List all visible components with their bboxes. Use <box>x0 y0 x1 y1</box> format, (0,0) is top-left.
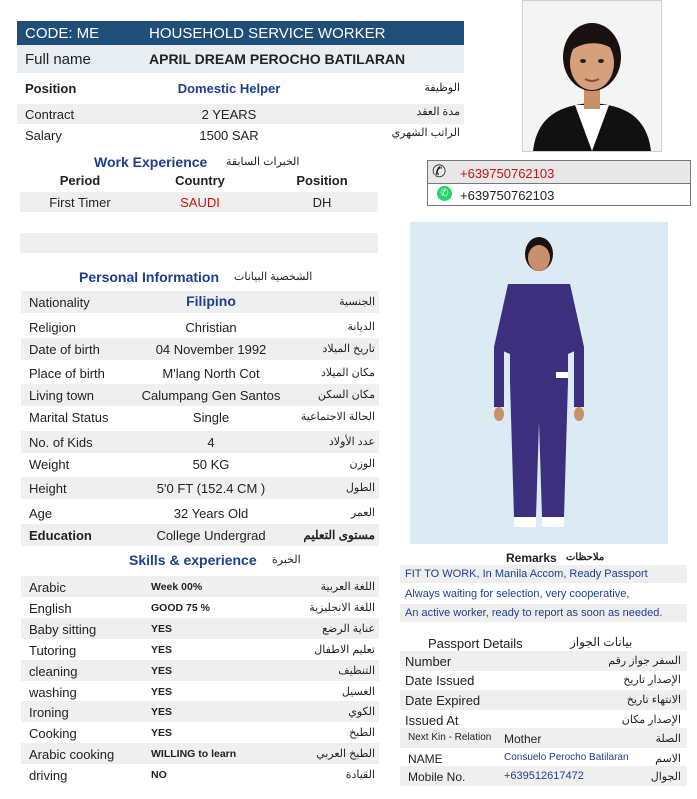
remarks-title: Remarks <box>506 551 557 565</box>
pi-value: 4 <box>207 435 215 450</box>
remarks-line-text: FIT TO WORK, In Manila Accom, Ready Passport <box>405 568 648 580</box>
country-value: SAUDI <box>180 195 220 210</box>
kin-name-label: NAME <box>408 752 443 766</box>
salary-arabic: الراتب الشهري <box>391 127 460 139</box>
skill-row-cleaning <box>21 660 379 681</box>
skill-label: Ironing <box>29 705 69 720</box>
skill-row-baby-sitting <box>21 618 379 639</box>
full-name-row <box>17 45 464 73</box>
pi-value: M'lang North Cot <box>162 366 260 381</box>
pi-label: Education <box>29 528 92 543</box>
pi-arabic: تاريخ الميلاد <box>322 343 375 355</box>
pi-arabic: الديانة <box>347 321 375 333</box>
skill-arabic: تعليم الاطفال <box>314 644 375 656</box>
next-kin-row <box>400 728 687 748</box>
skill-value: YES <box>151 727 173 739</box>
passport-row-arabic: الإصدار مكان <box>621 714 681 726</box>
pi-value: 32 Years Old <box>173 506 249 521</box>
salary-value: 1500 SAR <box>199 128 259 143</box>
country-header: Country <box>175 173 225 188</box>
pi-arabic: الوزن <box>349 458 375 470</box>
passport-row-date-issued <box>400 670 687 690</box>
pi-row-living-town <box>21 384 379 406</box>
skill-arabic: الطبخ العربي <box>316 748 375 760</box>
remarks-line-text: An active worker, ready to report as soon as needed. <box>405 607 663 619</box>
skill-arabic: القيادة <box>345 769 375 781</box>
skill-arabic: التنظيف <box>338 665 375 677</box>
skill-row-arabic-cooking <box>21 743 379 764</box>
passport-arabic: بيانات الجواز <box>570 635 633 649</box>
skill-arabic: عناية الرضع <box>322 623 375 635</box>
personal-info-title: Personal Information <box>79 269 220 285</box>
skill-arabic: الغسيل <box>341 686 375 698</box>
pi-arabic: عدد الأولاد <box>328 436 375 448</box>
contract-row <box>17 104 464 124</box>
whatsapp-contact <box>427 183 691 206</box>
kin-mobile-arabic: الجوال <box>650 771 681 783</box>
header-bar <box>17 21 464 45</box>
next-kin-arabic: الصلة <box>655 733 681 745</box>
pi-value: 5'0 FT (152.4 CM ) <box>156 481 266 496</box>
pi-value: College Undergrad <box>156 528 266 543</box>
pi-label: Marital Status <box>29 410 109 425</box>
period-value: First Timer <box>49 195 111 210</box>
skill-row-washing <box>21 681 379 702</box>
pi-row-height <box>21 477 379 499</box>
pi-value: Single <box>192 410 230 425</box>
pi-value: Calumpang Gen Santos <box>141 388 281 403</box>
position-value: Domestic Helper <box>177 81 281 96</box>
pi-label: Date of birth <box>29 342 100 357</box>
skill-arabic: الطبخ <box>349 727 375 739</box>
next-kin-label: Next Kin - Relation <box>408 732 492 743</box>
full-body-photo <box>410 222 668 544</box>
kin-mobile-row <box>400 766 687 786</box>
skill-label: Tutoring <box>29 643 77 658</box>
skill-row-tutoring <box>21 639 379 660</box>
pi-row-education <box>21 524 379 546</box>
header-title: HOUSEHOLD SERVICE WORKER <box>149 25 386 42</box>
skill-row-driving <box>21 764 379 785</box>
salary-row <box>17 125 464 145</box>
pi-label: Place of birth <box>29 366 105 381</box>
pi-value: Christian <box>185 320 237 335</box>
pi-label: Living town <box>29 388 95 403</box>
full-name-value: APRIL DREAM PEROCHO BATILARAN <box>149 51 406 67</box>
pi-arabic: العمر <box>350 507 375 519</box>
passport-label: Date Issued <box>405 673 475 688</box>
pi-row-nationality <box>21 291 379 313</box>
blank-row <box>20 233 378 253</box>
passport-label: Issued At <box>405 713 459 728</box>
skill-row-arabic <box>21 576 379 597</box>
skill-value: Week 00% <box>151 581 203 593</box>
skill-value: YES <box>151 686 173 698</box>
pi-arabic: مكان السكن <box>317 389 375 401</box>
position-label: Position <box>25 81 77 96</box>
pi-row-dob <box>21 338 379 360</box>
remarks-line <box>400 604 687 622</box>
work-experience-arabic: الخبرات السابقة <box>226 156 300 168</box>
pi-row-weight <box>21 453 379 475</box>
skill-label: Arabic cooking <box>29 747 115 762</box>
skill-label: Arabic <box>29 580 66 595</box>
pi-arabic: مستوى التعليم <box>303 528 375 542</box>
position-arabic: الوظيفة <box>424 82 460 94</box>
contract-arabic: مدة العقد <box>416 106 460 118</box>
skills-title: Skills & experience <box>129 552 257 568</box>
contract-label: Contract <box>25 107 75 122</box>
skill-value: YES <box>151 665 173 677</box>
skill-value: GOOD 75 % <box>151 602 210 614</box>
pi-arabic: مكان الميلاد <box>320 367 375 379</box>
phone-number[interactable]: +639750762103 <box>460 166 555 181</box>
remarks-arabic: ملاحظات <box>566 552 605 563</box>
full-name-label: Full name <box>25 51 91 68</box>
kin-mobile-value[interactable]: +639512617472 <box>504 770 584 782</box>
pi-label: Weight <box>29 457 70 472</box>
pi-value: Filipino <box>186 293 236 309</box>
pi-arabic: الجنسية <box>339 296 375 308</box>
pi-arabic: الطول <box>345 482 375 494</box>
passport-label: Date Expired <box>405 693 481 708</box>
skill-arabic: الكوي <box>348 706 375 718</box>
whatsapp-number[interactable]: +639750762103 <box>460 188 555 203</box>
passport-row-date-expired <box>400 690 687 710</box>
remarks-line <box>400 585 687 603</box>
phone-icon: ✆ <box>432 162 447 181</box>
skill-label: driving <box>29 768 68 783</box>
salary-label: Salary <box>25 128 62 143</box>
passport-row-number <box>400 651 687 671</box>
skill-row-cooking <box>21 722 379 743</box>
phone-contact <box>427 160 691 184</box>
skill-label: English <box>29 601 72 616</box>
pi-label: Age <box>29 506 53 521</box>
remarks-line-text: Always waiting for selection, very cooperative, <box>405 588 630 600</box>
skill-arabic: اللغة العربية <box>320 581 375 593</box>
position-header: Position <box>296 173 348 188</box>
passport-title: Passport Details <box>428 636 523 651</box>
period-header: Period <box>59 173 101 188</box>
kin-name-value: Consuelo Perocho Batilaran <box>504 752 629 763</box>
position-value-cell: DH <box>312 195 332 210</box>
passport-row-arabic: السفر جواز رقم <box>608 655 681 667</box>
skill-value: WILLING to learn <box>151 748 237 760</box>
whatsapp-icon: ✆ <box>437 186 452 201</box>
pi-arabic: الحالة الاجتماعية <box>300 411 375 423</box>
passport-row-arabic: الإصدار تاريخ <box>623 674 681 686</box>
skill-value: NO <box>151 769 167 781</box>
pi-row-marital <box>21 406 379 428</box>
pi-row-age <box>21 502 379 524</box>
contract-value: 2 YEARS <box>201 107 257 122</box>
work-experience-row <box>20 192 378 212</box>
skill-row-english <box>21 597 379 618</box>
skills-arabic: الخبرة <box>272 554 301 566</box>
kin-name-row <box>400 748 687 768</box>
code-label: CODE: ME <box>25 25 100 42</box>
pi-label: Religion <box>29 320 76 335</box>
kin-mobile-label: Mobile No. <box>408 770 466 784</box>
profile-photo <box>522 0 662 152</box>
next-kin-value: Mother <box>504 732 542 746</box>
passport-label: Number <box>405 654 452 669</box>
pi-label: Nationality <box>29 295 90 310</box>
skill-row-ironing <box>21 701 379 722</box>
passport-row-issued-at <box>400 710 687 730</box>
skill-label: washing <box>29 685 77 700</box>
skill-value: YES <box>151 706 173 718</box>
pi-value: 50 KG <box>192 457 230 472</box>
skill-arabic: اللغة الانجليزية <box>309 602 375 614</box>
skill-value: YES <box>151 623 173 635</box>
work-experience-title: Work Experience <box>94 154 208 170</box>
pi-row-pob <box>21 362 379 384</box>
skill-label: Baby sitting <box>29 622 97 637</box>
skill-label: Cooking <box>29 726 77 741</box>
pi-row-kids <box>21 431 379 453</box>
pi-label: No. of Kids <box>29 435 93 450</box>
work-experience-headers <box>20 173 370 191</box>
pi-label: Height <box>29 481 67 496</box>
pi-row-religion <box>21 316 379 338</box>
pi-value: 04 November 1992 <box>155 342 267 357</box>
remarks-line <box>400 565 687 583</box>
passport-row-arabic: الانتهاء تاريخ <box>626 694 681 706</box>
skill-label: cleaning <box>29 664 78 679</box>
kin-name-arabic: الاسم <box>655 753 681 765</box>
position-row <box>17 79 464 99</box>
personal-info-arabic: الشخصية البيانات <box>234 271 313 283</box>
skill-value: YES <box>151 644 173 656</box>
